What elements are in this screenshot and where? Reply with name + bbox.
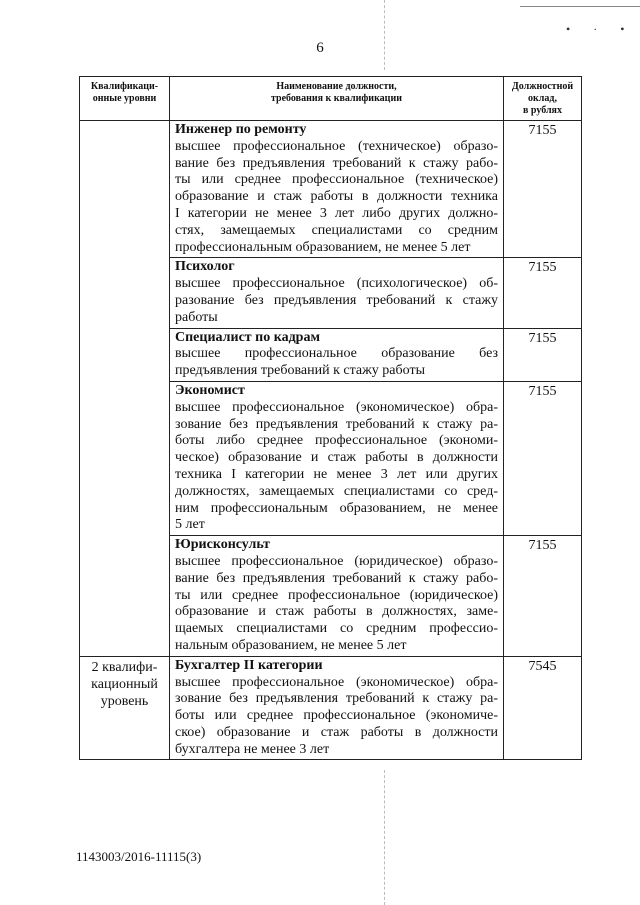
- header-line: в рублях: [523, 105, 562, 116]
- salary-cell: 7155: [504, 536, 582, 657]
- header-level: [80, 77, 170, 121]
- position-cell: [170, 328, 504, 381]
- table-row: [80, 121, 582, 258]
- salary-cell: 7155: [504, 258, 582, 328]
- requirement-line: 5 лет: [175, 517, 205, 533]
- table-header-row: [80, 77, 582, 121]
- requirement-line: щаемых специалистами со средним профессио-: [175, 621, 498, 637]
- requirement-line: высшее профессиональное образование без: [175, 346, 498, 362]
- document-code: 1143003/2016-11115(3): [76, 849, 202, 864]
- qualification-table: [79, 76, 582, 760]
- position-cell: [170, 121, 504, 258]
- header-line: требования к квалификации: [271, 93, 402, 104]
- position-cell: [170, 258, 504, 328]
- position-cell: [170, 536, 504, 657]
- requirement-line: ское) образование и стаж работы в должности: [175, 724, 498, 740]
- requirement-line: вание без предъявления требований к стажу рабо-: [175, 570, 498, 586]
- position-title: Психолог: [175, 259, 235, 275]
- header-line: онные уровни: [92, 93, 157, 104]
- salary-cell: 7155: [504, 381, 582, 535]
- header-line: оклад,: [528, 93, 557, 104]
- requirement-line: высшее профессиональное (техническое) образо-: [175, 138, 498, 154]
- header-line: Наименование должности,: [276, 81, 397, 92]
- requirement-line: разование без предъявления требований к стажу: [175, 292, 498, 308]
- page-number: 6: [316, 40, 324, 56]
- requirement-line: высшее профессиональное (психологическое) об-: [175, 276, 498, 292]
- position-cell: [170, 381, 504, 535]
- requirement-line: нальным образованием, не менее 5 лет: [175, 637, 407, 653]
- position-title: Экономист: [175, 382, 245, 398]
- salary-cell: 7545: [504, 656, 582, 760]
- requirement-line: I категории не менее 3 лет либо других должно-: [175, 205, 498, 221]
- level-line: 2 квалифи-: [91, 659, 158, 675]
- position-title: Инженер по ремонту: [175, 122, 307, 137]
- requirement-line: высшее профессиональное (экономическое) обра-: [175, 674, 498, 690]
- requirement-line: профессиональным образованием, не менее 5 лет: [175, 239, 471, 255]
- requirement-line: ним профессиональным образованием, не менее: [175, 500, 498, 516]
- table-body: [80, 121, 582, 760]
- level-line: уровень: [100, 693, 149, 709]
- scan-edge-line: [520, 6, 640, 7]
- requirement-line: боты или среднее профессиональное (экономиче-: [175, 708, 498, 724]
- requirement-line: техника I категории не менее 3 лет или других: [175, 466, 498, 482]
- requirement-line: ты или среднее профессиональное (техническое): [175, 172, 498, 188]
- salary-cell: 7155: [504, 121, 582, 258]
- header-line: Должностной: [511, 81, 574, 92]
- requirement-line: бухгалтера не менее 3 лет: [175, 741, 330, 757]
- requirement-line: ческое) образование и стаж работы в должности: [175, 450, 498, 466]
- level-line: кационный: [91, 676, 158, 692]
- requirement-line: зование без предъявления требований к стажу ра-: [175, 416, 498, 432]
- requirement-line: предъявления требований к стажу работы: [175, 363, 425, 379]
- qualification-level-cell: [80, 656, 170, 760]
- scan-artifact-dots: • · •: [566, 22, 635, 36]
- fold-line-bottom: [384, 770, 385, 905]
- header-position: [170, 77, 504, 121]
- requirement-line: стях, замещаемых специалистами со средним: [175, 222, 498, 238]
- qualification-level-cell: [80, 121, 170, 657]
- table-row: [80, 656, 582, 760]
- header-salary: [504, 77, 582, 121]
- fold-line-top: [384, 0, 385, 70]
- position-title: Специалист по кадрам: [175, 329, 320, 345]
- header-line: Квалификаци-: [90, 81, 159, 92]
- requirement-line: ты или среднее профессиональное (юридическое): [175, 587, 498, 603]
- salary-cell: 7155: [504, 328, 582, 381]
- position-title: Бухгалтер II категории: [175, 657, 323, 673]
- position-title: Юрисконсульт: [175, 537, 271, 553]
- requirement-line: образование и стаж работы в должности техника: [175, 189, 498, 205]
- requirement-line: вание без предъявления требований к стажу рабо-: [175, 155, 498, 171]
- position-cell: [170, 656, 504, 760]
- requirement-line: должностях, замещаемых специалистами со сред-: [175, 483, 498, 499]
- requirement-line: боты либо среднее профессиональное (экономи-: [175, 433, 498, 449]
- requirement-line: высшее профессиональное (юридическое) образо-: [175, 553, 498, 569]
- requirement-line: образование и стаж работы в должностях, заме-: [175, 604, 498, 620]
- requirement-line: зование без предъявления требований к стажу ра-: [175, 691, 498, 707]
- requirement-line: работы: [175, 309, 218, 325]
- requirement-line: высшее профессиональное (экономическое) обра-: [175, 399, 498, 415]
